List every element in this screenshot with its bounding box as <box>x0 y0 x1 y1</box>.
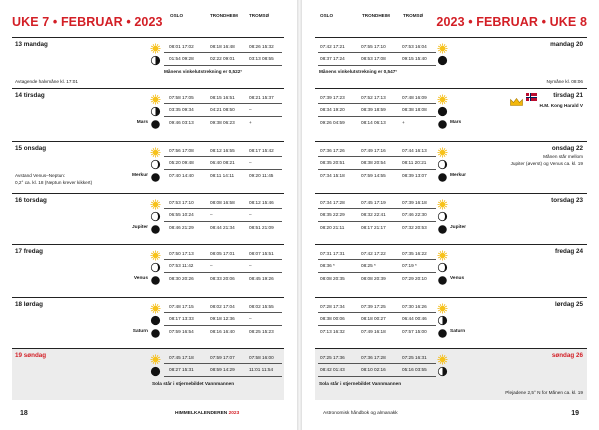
right-page-header: 2023 • FEBRUAR • UKE 8 <box>436 15 587 29</box>
time-cell: 08:07 15:51 <box>249 251 274 256</box>
column-header-1: TRONDHEIM <box>362 13 390 18</box>
row-separator <box>164 103 282 104</box>
row-separator <box>318 376 436 377</box>
row-separator <box>318 65 436 66</box>
ephemeris-row <box>12 145 284 156</box>
celestial-object-label: Mars <box>136 120 148 125</box>
day-name: søndag 26 <box>551 352 583 359</box>
ephemeris-row <box>12 157 284 168</box>
ephemeris-row <box>12 326 284 337</box>
time-cell: 07:55 17:10 <box>361 44 386 49</box>
time-cell: 01:54 09:28 <box>169 56 194 61</box>
time-cell: 07:45 17:18 <box>169 355 194 360</box>
row-separator <box>164 65 282 66</box>
time-cell: 05:16 03:55 <box>402 367 427 372</box>
day-block <box>315 297 587 348</box>
celestial-object-label: Merkur <box>132 173 148 178</box>
ephemeris-row <box>315 260 587 271</box>
sun-icon <box>437 352 448 363</box>
time-cell: 07:57 15:00 <box>402 329 427 334</box>
sun-icon <box>150 41 161 52</box>
time-cell: – <box>249 160 252 165</box>
column-header-0: OSLO <box>170 13 184 18</box>
day-note: Nymåne kl. 08:06 <box>546 79 583 84</box>
row-separator <box>164 116 282 117</box>
day-name: 14 tirsdag <box>15 92 45 99</box>
celestial-object-label: Venus <box>450 276 465 281</box>
planet-icon <box>150 117 161 128</box>
moon-crescent-icon <box>150 260 161 271</box>
time-cell: 08:10 02:16 <box>361 367 386 372</box>
day-name: 15 onsdag <box>15 145 47 152</box>
time-cell: 08:25 * <box>361 263 376 268</box>
day-block <box>12 297 284 348</box>
ephemeris-row <box>12 41 284 52</box>
moon-crescent-icon <box>437 260 448 271</box>
day-block <box>12 193 284 244</box>
ephemeris-row <box>12 197 284 208</box>
ephemeris-row <box>12 209 284 220</box>
page-number: 18 <box>20 410 28 417</box>
time-cell: 07:32 20:53 <box>402 225 427 230</box>
time-cell: 08:51 21:09 <box>249 225 274 230</box>
time-cell: 08:38 20:54 <box>361 160 386 165</box>
left-page-header: UKE 7 • FEBRUAR • 2023 <box>12 15 163 29</box>
time-cell: 08:46 21:29 <box>169 225 194 230</box>
column-header-2: TROMSØ <box>403 13 424 18</box>
time-cell: 05:20 09:48 <box>169 160 194 165</box>
day-name: fredag 24 <box>555 248 583 255</box>
time-cell: 08:32 22:41 <box>361 212 386 217</box>
row-separator <box>164 52 282 53</box>
moon-new-icon <box>150 313 161 324</box>
left-page <box>0 0 296 430</box>
inline-note: Månens vinkelutstrekning er 0,547° <box>319 69 398 74</box>
ephemeris-row <box>315 313 587 324</box>
sun-icon <box>437 248 448 259</box>
day-name: 17 fredag <box>15 248 43 255</box>
row-separator <box>164 376 282 377</box>
row-separator <box>318 208 436 209</box>
moon-new-icon <box>437 53 448 64</box>
row-separator <box>164 325 282 326</box>
time-cell: 08:25 15:23 <box>249 329 274 334</box>
time-cell: 08:16 16:40 <box>210 329 235 334</box>
time-cell: 04:21 08:50 <box>210 107 235 112</box>
moon-half-icon <box>437 364 448 375</box>
time-cell: 06:55 10:24 <box>169 212 194 217</box>
time-cell: 07:29 20:10 <box>402 276 427 281</box>
time-cell: 09:46 03:13 <box>169 120 194 125</box>
time-cell: 07:34 17:28 <box>320 200 345 205</box>
time-cell: 08:44 21:34 <box>210 225 235 230</box>
time-cell: 07:48 16:09 <box>402 95 427 100</box>
time-cell: – <box>210 212 213 217</box>
time-cell: 07:42 17:21 <box>320 44 345 49</box>
right-page <box>303 0 599 430</box>
ephemeris-row <box>12 92 284 103</box>
time-cell: 09:15 15:40 <box>402 56 427 61</box>
time-cell: 08:53 17:08 <box>361 56 386 61</box>
ephemeris-row <box>12 260 284 271</box>
day-note: 0,2° ca. kl. 18 (Neptun krever kikkert) <box>15 180 93 185</box>
day-name: lørdag 25 <box>555 301 583 308</box>
time-cell: 07:39 16:18 <box>402 200 427 205</box>
time-cell: 07:58 17:05 <box>169 95 194 100</box>
day-name: torsdag 23 <box>551 197 583 204</box>
time-cell: 07:25 17:36 <box>320 355 345 360</box>
planet-icon <box>437 170 448 181</box>
time-cell: 07:46 22:30 <box>402 212 427 217</box>
time-cell: 07:58 16:00 <box>249 355 274 360</box>
time-cell: 07:56 17:08 <box>169 148 194 153</box>
time-cell: 08:45 19:26 <box>249 276 274 281</box>
day-block <box>315 88 587 141</box>
planet-icon <box>437 222 448 233</box>
day-block <box>12 244 284 297</box>
time-cell: 08:18 00:27 <box>361 316 386 321</box>
time-cell: 07:42 17:22 <box>361 251 386 256</box>
sun-icon <box>150 145 161 156</box>
day-name: 19 søndag <box>15 352 47 359</box>
time-cell: 08:26 15:32 <box>249 44 274 49</box>
day-name: 13 mandag <box>15 41 48 48</box>
ephemeris-row <box>315 170 587 181</box>
moon-crescent-icon <box>150 157 161 168</box>
celestial-object-label: Jupiter <box>132 225 148 230</box>
moon-half-icon <box>150 104 161 115</box>
row-separator <box>318 259 436 260</box>
ephemeris-row <box>12 104 284 115</box>
planet-icon <box>150 222 161 233</box>
book-gutter <box>297 0 302 430</box>
planet-icon <box>437 117 448 128</box>
time-cell: 07:59 17:07 <box>210 355 235 360</box>
time-cell: 08:05 17:01 <box>210 251 235 256</box>
time-cell: 08:12 15:46 <box>249 200 274 205</box>
time-cell: 07:39 17:23 <box>320 95 345 100</box>
time-cell: 07:34 15:18 <box>320 173 345 178</box>
sun-icon <box>437 301 448 312</box>
time-cell: – <box>249 107 252 112</box>
time-cell: 07:53 16:04 <box>402 44 427 49</box>
celestial-object-label: Saturn <box>450 329 466 334</box>
column-header-0: OSLO <box>320 13 334 18</box>
day-block <box>12 88 284 141</box>
row-separator <box>164 156 282 157</box>
row-separator <box>318 221 436 222</box>
row-separator <box>318 169 436 170</box>
time-cell: 08:35 22:29 <box>320 212 345 217</box>
day-name: 18 lørdag <box>15 301 43 308</box>
time-cell: 08:11 20:21 <box>402 160 427 165</box>
time-cell: 06:44 00:46 <box>402 316 427 321</box>
time-cell: 08:08 16:58 <box>210 200 235 205</box>
time-cell: 07:13 16:32 <box>320 329 345 334</box>
ephemeris-row <box>315 222 587 233</box>
time-cell: 08:37 17:24 <box>320 56 345 61</box>
row-separator <box>164 208 282 209</box>
time-cell: 09:18 12:36 <box>210 316 235 321</box>
celestial-object-label: Saturn <box>132 329 148 334</box>
ephemeris-row <box>315 301 587 312</box>
day-name: onsdag 22 <box>551 145 583 152</box>
time-cell: 08:30 20:26 <box>169 276 194 281</box>
time-cell: 08:33 20:06 <box>210 276 235 281</box>
time-cell: 08:17 13:33 <box>169 316 194 321</box>
row-separator <box>164 169 282 170</box>
day-block <box>315 37 587 88</box>
ephemeris-row <box>315 364 587 375</box>
time-cell: 07:52 17:13 <box>361 95 386 100</box>
time-cell: 07:59 14:55 <box>361 173 386 178</box>
ephemeris-row <box>315 273 587 284</box>
sun-icon <box>150 92 161 103</box>
ephemeris-row <box>315 41 587 52</box>
planet-icon <box>437 326 448 337</box>
footer-brand: HIMMELKALENDEREN <box>175 411 228 416</box>
sun-icon <box>150 301 161 312</box>
row-separator <box>164 221 282 222</box>
day-note: Jupiter (øverst) og Venus ca. kl. 19 <box>510 161 583 166</box>
time-cell: 07:28 17:34 <box>320 304 345 309</box>
column-header-1: TRONDHEIM <box>210 13 238 18</box>
row-separator <box>318 52 436 53</box>
day-block <box>315 348 587 400</box>
moon-crescent-icon <box>150 209 161 220</box>
time-cell: 08:27 15:31 <box>169 367 194 372</box>
time-cell: 03:35 09:34 <box>169 107 194 112</box>
time-cell: 08:15 16:51 <box>210 95 235 100</box>
ephemeris-row <box>12 248 284 259</box>
row-separator <box>318 272 436 273</box>
moon-half-icon <box>437 313 448 324</box>
time-cell: – <box>249 212 252 217</box>
ephemeris-row <box>315 326 587 337</box>
time-cell: 08:02 17:04 <box>210 304 235 309</box>
time-cell: 08:08 20:39 <box>361 276 386 281</box>
moon-crescent-icon <box>437 209 448 220</box>
inline-note: Sola står i stjernebildet Vannmannen <box>152 381 235 386</box>
time-cell: + <box>402 120 405 125</box>
sun-icon <box>437 92 448 103</box>
day-block <box>315 193 587 244</box>
day-note: Avstand Venus–Neptun: <box>15 173 66 178</box>
moon-new-icon <box>150 364 161 375</box>
page-number: 19 <box>571 410 579 417</box>
time-cell: 07:45 17:19 <box>361 200 386 205</box>
ephemeris-row <box>315 209 587 220</box>
day-note: Avtagende halvmåne kl. 17:01 <box>15 79 78 84</box>
time-cell: 08:39 13:07 <box>402 173 427 178</box>
celestial-object-label: Merkur <box>450 173 466 178</box>
ephemeris-row <box>315 117 587 128</box>
day-block <box>315 141 587 193</box>
footer-year: 2023 <box>228 411 240 416</box>
ephemeris-row <box>12 313 284 324</box>
planet-icon <box>150 326 161 337</box>
time-cell: 08:17 15:42 <box>249 148 274 153</box>
sun-icon <box>150 248 161 259</box>
row-separator <box>318 312 436 313</box>
time-cell: 08:11 14:11 <box>210 173 235 178</box>
sun-icon <box>437 197 448 208</box>
time-cell: 08:42 01:43 <box>320 367 345 372</box>
time-cell: 08:36 * <box>320 263 335 268</box>
celestial-object-label: Jupiter <box>450 225 466 230</box>
time-cell: 07:19 * <box>402 263 417 268</box>
ephemeris-row <box>315 53 587 64</box>
time-cell: 08:59 14:29 <box>210 367 235 372</box>
time-cell: 08:12 16:55 <box>210 148 235 153</box>
day-note: Månen står mellom <box>543 154 583 159</box>
day-name: tirsdag 21 <box>553 92 583 99</box>
time-cell: 07:35 16:22 <box>402 251 427 256</box>
time-cell: 08:20 21:11 <box>320 225 345 230</box>
time-cell: 07:49 17:16 <box>361 148 386 153</box>
time-cell: 07:31 17:31 <box>320 251 345 256</box>
time-cell: 08:14 06:13 <box>361 120 386 125</box>
time-cell: 08:21 15:37 <box>249 95 274 100</box>
time-cell: 07:36 17:28 <box>361 355 386 360</box>
day-note: H.M. Kong Harald V <box>539 103 583 108</box>
ephemeris-row <box>315 352 587 363</box>
footer-subtitle: Astronomisk håndbok og almanakk <box>323 411 398 416</box>
row-separator <box>164 259 282 260</box>
column-header-2: TROMSØ <box>249 13 270 18</box>
sun-icon <box>437 145 448 156</box>
time-cell: 07:49 16:18 <box>361 329 386 334</box>
ephemeris-row <box>12 222 284 233</box>
time-cell: 08:35 20:51 <box>320 160 345 165</box>
time-cell: 08:17 21:17 <box>361 225 386 230</box>
planet-icon <box>150 273 161 284</box>
time-cell: 07:53 11:42 <box>169 263 194 268</box>
ephemeris-row <box>12 301 284 312</box>
time-cell: – <box>249 263 252 268</box>
time-cell: 07:30 16:26 <box>402 304 427 309</box>
ephemeris-row <box>12 53 284 64</box>
time-cell: 07:36 17:26 <box>320 148 345 153</box>
planet-icon <box>150 170 161 181</box>
day-block <box>12 37 284 88</box>
time-cell: – <box>249 316 252 321</box>
time-cell: 08:39 18:59 <box>361 107 386 112</box>
time-cell: 07:25 16:31 <box>402 355 427 360</box>
row-separator <box>318 325 436 326</box>
time-cell: – <box>210 263 213 268</box>
time-cell: 07:40 14:40 <box>169 173 194 178</box>
row-separator <box>318 116 436 117</box>
ephemeris-row <box>315 197 587 208</box>
time-cell: 08:18 16:48 <box>210 44 235 49</box>
time-cell: 08:38 00:06 <box>320 316 345 321</box>
day-note: Plejadene 2,5° N for Månen ca. kl. 19 <box>505 390 583 395</box>
time-cell: 02:22 09:01 <box>210 56 235 61</box>
row-separator <box>318 363 436 364</box>
sun-icon <box>150 197 161 208</box>
day-block <box>12 141 284 193</box>
inline-note: Månens vinkelutstrekning er 0,522° <box>164 69 243 74</box>
time-cell: 07:44 16:13 <box>402 148 427 153</box>
moon-new-icon <box>437 104 448 115</box>
time-cell: 03:13 08:55 <box>249 56 274 61</box>
row-separator <box>164 363 282 364</box>
celestial-object-label: Venus <box>133 276 148 281</box>
footer-title <box>175 411 239 416</box>
row-separator <box>318 103 436 104</box>
row-separator <box>164 312 282 313</box>
day-block <box>315 244 587 297</box>
time-cell: 07:50 17:13 <box>169 251 194 256</box>
ephemeris-row <box>12 364 284 375</box>
time-cell: 09:38 06:23 <box>210 120 235 125</box>
time-cell: 07:39 17:25 <box>361 304 386 309</box>
time-cell: 07:48 17:15 <box>169 304 194 309</box>
row-separator <box>318 156 436 157</box>
ephemeris-row <box>12 273 284 284</box>
time-cell: 08:08 20:35 <box>320 276 345 281</box>
inline-note: Sola står i stjernebildet Vannmannen <box>319 381 402 386</box>
sun-icon <box>150 352 161 363</box>
time-cell: 07:53 17:10 <box>169 200 194 205</box>
planet-icon <box>437 273 448 284</box>
ephemeris-row <box>315 248 587 259</box>
day-name: mandag 20 <box>550 41 583 48</box>
time-cell: 11:01 11:54 <box>249 367 274 372</box>
time-cell: + <box>249 120 252 125</box>
row-separator <box>164 272 282 273</box>
time-cell: 09:20 11:45 <box>249 173 274 178</box>
moon-crescent-icon <box>437 157 448 168</box>
time-cell: 08:34 19:20 <box>320 107 345 112</box>
sun-icon <box>437 41 448 52</box>
ephemeris-row <box>12 117 284 128</box>
celestial-object-label: Mars <box>450 120 462 125</box>
time-cell: 07:59 16:54 <box>169 329 194 334</box>
moon-half-icon <box>150 53 161 64</box>
ephemeris-row <box>12 352 284 363</box>
day-name: 16 torsdag <box>15 197 47 204</box>
time-cell: 08:02 15:55 <box>249 304 274 309</box>
time-cell: 06:40 08:21 <box>210 160 235 165</box>
day-block <box>12 348 284 400</box>
time-cell: 08:01 17:02 <box>169 44 194 49</box>
time-cell: 08:38 18:08 <box>402 107 427 112</box>
time-cell: 09:26 04:59 <box>320 120 345 125</box>
